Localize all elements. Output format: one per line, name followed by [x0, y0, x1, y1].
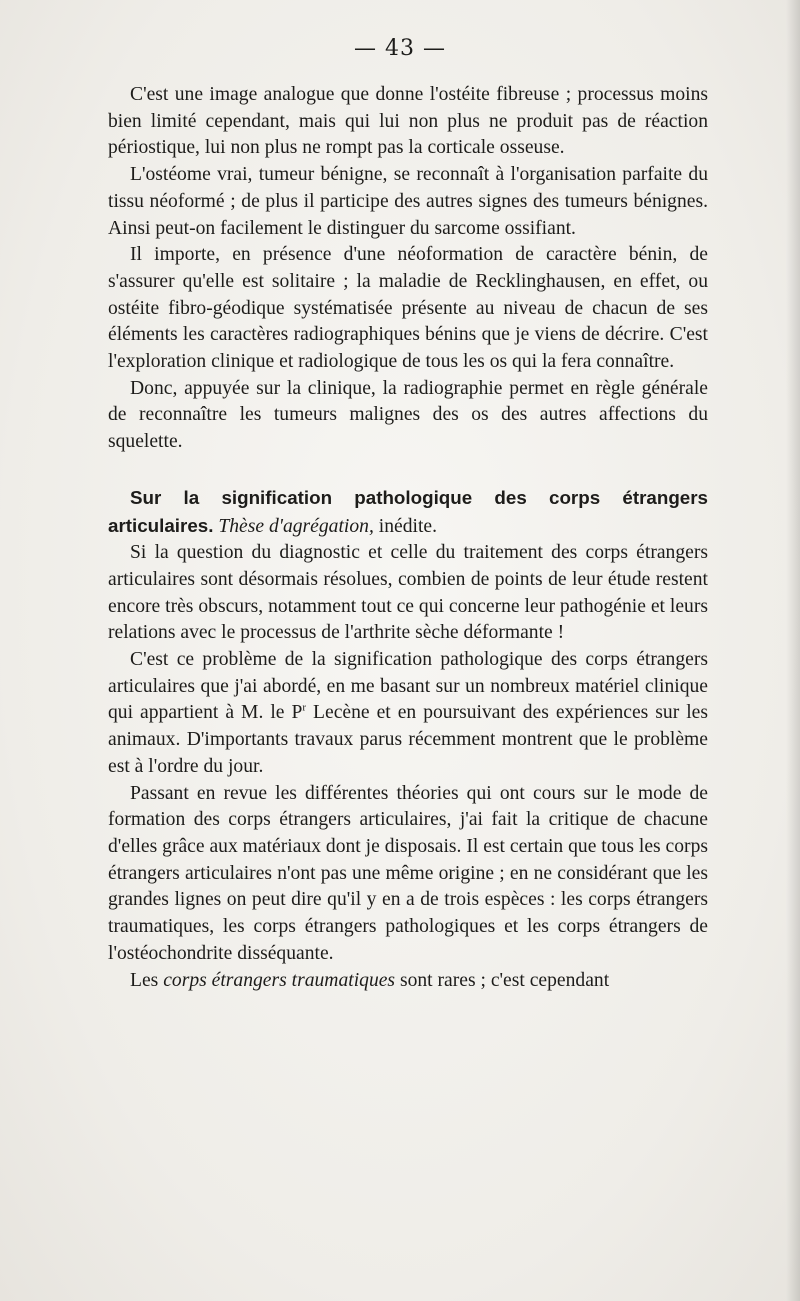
paragraph-text: Lecène et en poursuivant des expériences sur les animaux. D'importants travaux parus récemment montrent que le problème est à l'ordre du jour.: [108, 702, 708, 777]
page-number: — 43 —: [354, 36, 446, 61]
paragraph: L'ostéome vrai, tumeur bénigne, se reconnaît à l'organisation parfaite du tissu néoformé ; de plus il participe des autres signes des tumeurs bénignes. Ainsi peut-on facilement le distinguer du sarcome ossifiant.: [108, 164, 708, 239]
paragraph: C'est une image analogue que donne l'ostéite fibreuse ; processus moins bien limité cependant, mais qui lui non plus ne produit pas de réaction périostique, lui non plus ne rompt pas la corticale osseuse.: [108, 84, 708, 159]
paragraph-text: C'est ce problème de la signification pathologique des corps étrangers articulaires que j'ai abordé, en me basant sur un nombreux matériel clinique qui appartient à M. le P: [108, 649, 708, 724]
section-heading: [108, 485, 708, 540]
italic-term: corps étrangers traumatiques: [163, 969, 396, 991]
paragraph-text: Les: [130, 969, 164, 991]
section-title: Sur la signification pathologique des corps étrangers articulaires.: [108, 486, 708, 536]
paragraph: [108, 968, 708, 995]
superscript: r: [302, 701, 307, 714]
page-edge-shadow: [786, 0, 800, 1301]
paragraph: Donc, appuyée sur la clinique, la radiographie permet en règle générale de reconnaître les tumeurs malignes des os des autres affections du squelette.: [108, 377, 708, 453]
paragraph: Il importe, en présence d'une néoformation de caractère bénin, de s'assurer qu'elle est solitaire ; la maladie de Recklinghausen, en effet, ou ostéite fibro-géodique systématisée présente au niveau de chacun de ses éléments les caractères radiographiques bénins que je viens de décrire. C'est l'exploration clinique et radiologique de tous les os qui la fera connaître.: [108, 244, 708, 373]
section-status: inédite.: [378, 515, 437, 537]
section-subtitle: Thèse d'agrégation,: [218, 515, 374, 537]
section-spacer: [108, 456, 708, 485]
paragraph: [108, 647, 708, 781]
paragraph: Passant en revue les différentes théories qui ont cours sur le mode de formation des corps étrangers articulaires, j'ai fait la critique de chacune d'elles grâce aux matériaux dont je disposais. Il est certain que tous les corps étrangers articulaires n'ont pas une même origine ; en ne considérant que les grandes lignes on peut dire qu'il y en a de trois espèces : les corps étrangers traumatiques, les corps étrangers pathologiques et les corps étrangers de l'ostéochondrite disséquante.: [108, 782, 708, 964]
paragraph: Si la question du diagnostic et celle du traitement des corps étrangers articulaires sont désormais résolues, combien de points de leur étude restent encore très obscurs, notamment tout ce qui concerne leur pathogénie et leurs relations avec le processus de l'arthrite sèche déformante !: [108, 542, 708, 644]
body-text: [108, 82, 708, 994]
paragraph-text: sont rares ; c'est cependant: [395, 969, 610, 991]
